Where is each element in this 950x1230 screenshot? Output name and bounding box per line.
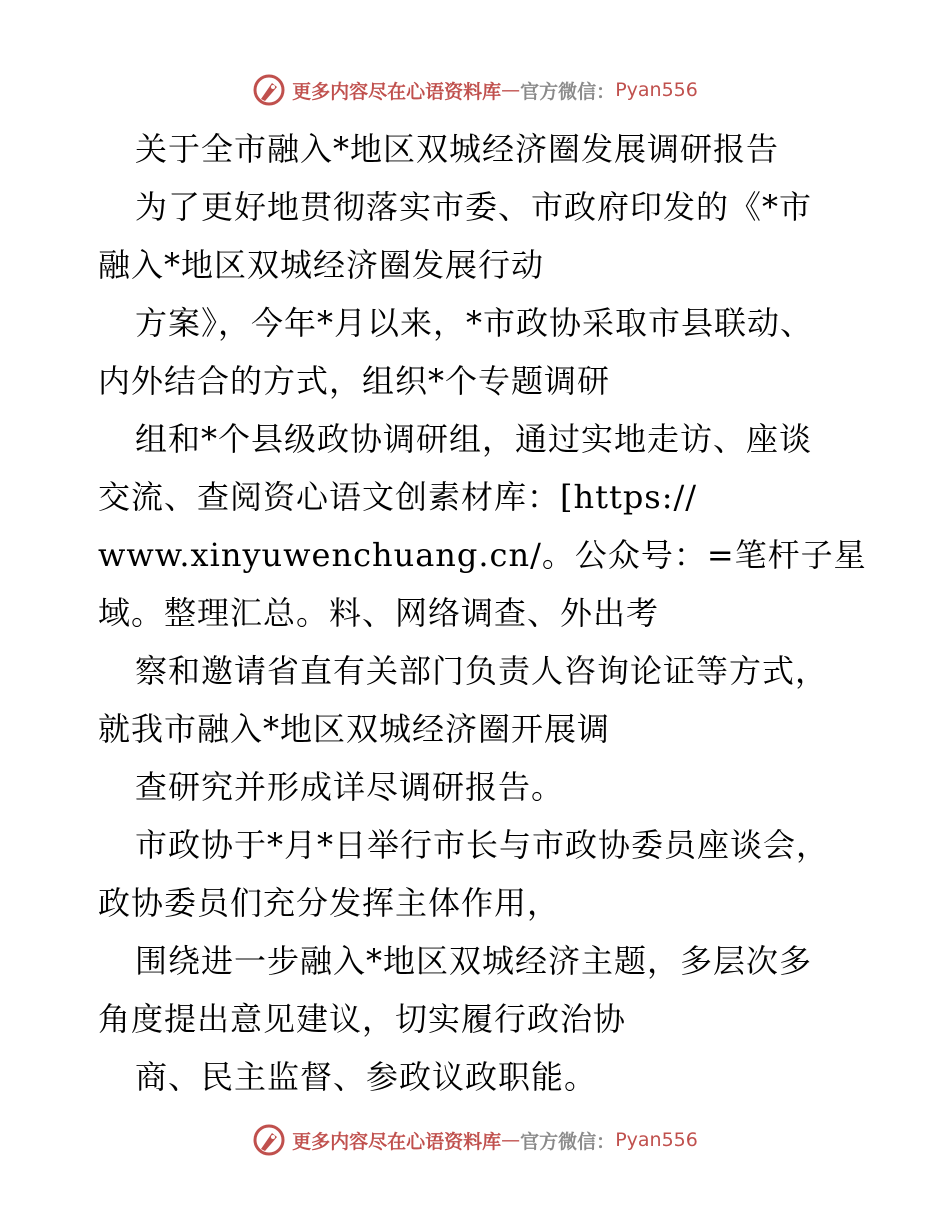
watermark-brand: 更多内容尽在心语资料库: [292, 80, 502, 103]
text-line: 市政协于*月*日举行市长与市政协委员座谈会，: [135, 826, 830, 864]
watermark-official-label: 官方微信：: [520, 1130, 616, 1153]
text-line: 融入*地区双城经济圈发展行动: [98, 246, 545, 284]
text-line: 围绕进一步融入*地区双城经济主题，多层次多: [135, 942, 813, 980]
text-line: 政协委员们充分发挥主体作用，: [98, 884, 561, 922]
pen-nib-circle-icon: [252, 73, 286, 107]
text-line: 内外结合的方式，组织*个专题调研: [98, 362, 611, 400]
document-body: [98, 120, 867, 1106]
text-line: 就我市融入*地区双城经济圈开展调: [98, 710, 611, 748]
header-watermark: [0, 70, 950, 110]
text-line: 查研究并形成详尽调研报告。: [135, 768, 565, 806]
text-line: 为了更好地贯彻落实市委、市政府印发的《*市: [135, 188, 813, 226]
footer-watermark: [0, 1120, 950, 1160]
text-line: 组和*个县级政协调研组，通过实地走访、座谈: [135, 420, 813, 458]
watermark-dash: —: [501, 1129, 521, 1151]
text-line: 角度提出意见建议，切实履行政治协: [98, 1000, 627, 1038]
text-line: 察和邀请省直有关部门负责人咨询论证等方式，: [135, 652, 829, 690]
pen-nib-circle-icon: [252, 1123, 286, 1157]
watermark-brand: 更多内容尽在心语资料库: [292, 1130, 502, 1153]
text-line: 域。整理汇总。料、网络调查、外出考: [98, 594, 660, 632]
text-line: 商、民主监督、参政议政职能。: [135, 1058, 598, 1096]
watermark-wechat-id: Pyan556: [615, 1129, 698, 1151]
watermark-dash: —: [501, 79, 521, 101]
document-title: 关于全市融入*地区双城经济圈发展调研报告: [135, 130, 780, 168]
text-line: 交流、查阅资心语文创素材库：[https://: [98, 478, 698, 516]
text-line: www.xinyuwenchuang.cn/。公众号：=笔杆子星: [98, 536, 867, 574]
text-line: 方案》，今年*月以来，*市政协采取市县联动、: [135, 304, 814, 342]
watermark-wechat-id: Pyan556: [615, 79, 698, 101]
watermark-official-label: 官方微信：: [520, 80, 616, 103]
